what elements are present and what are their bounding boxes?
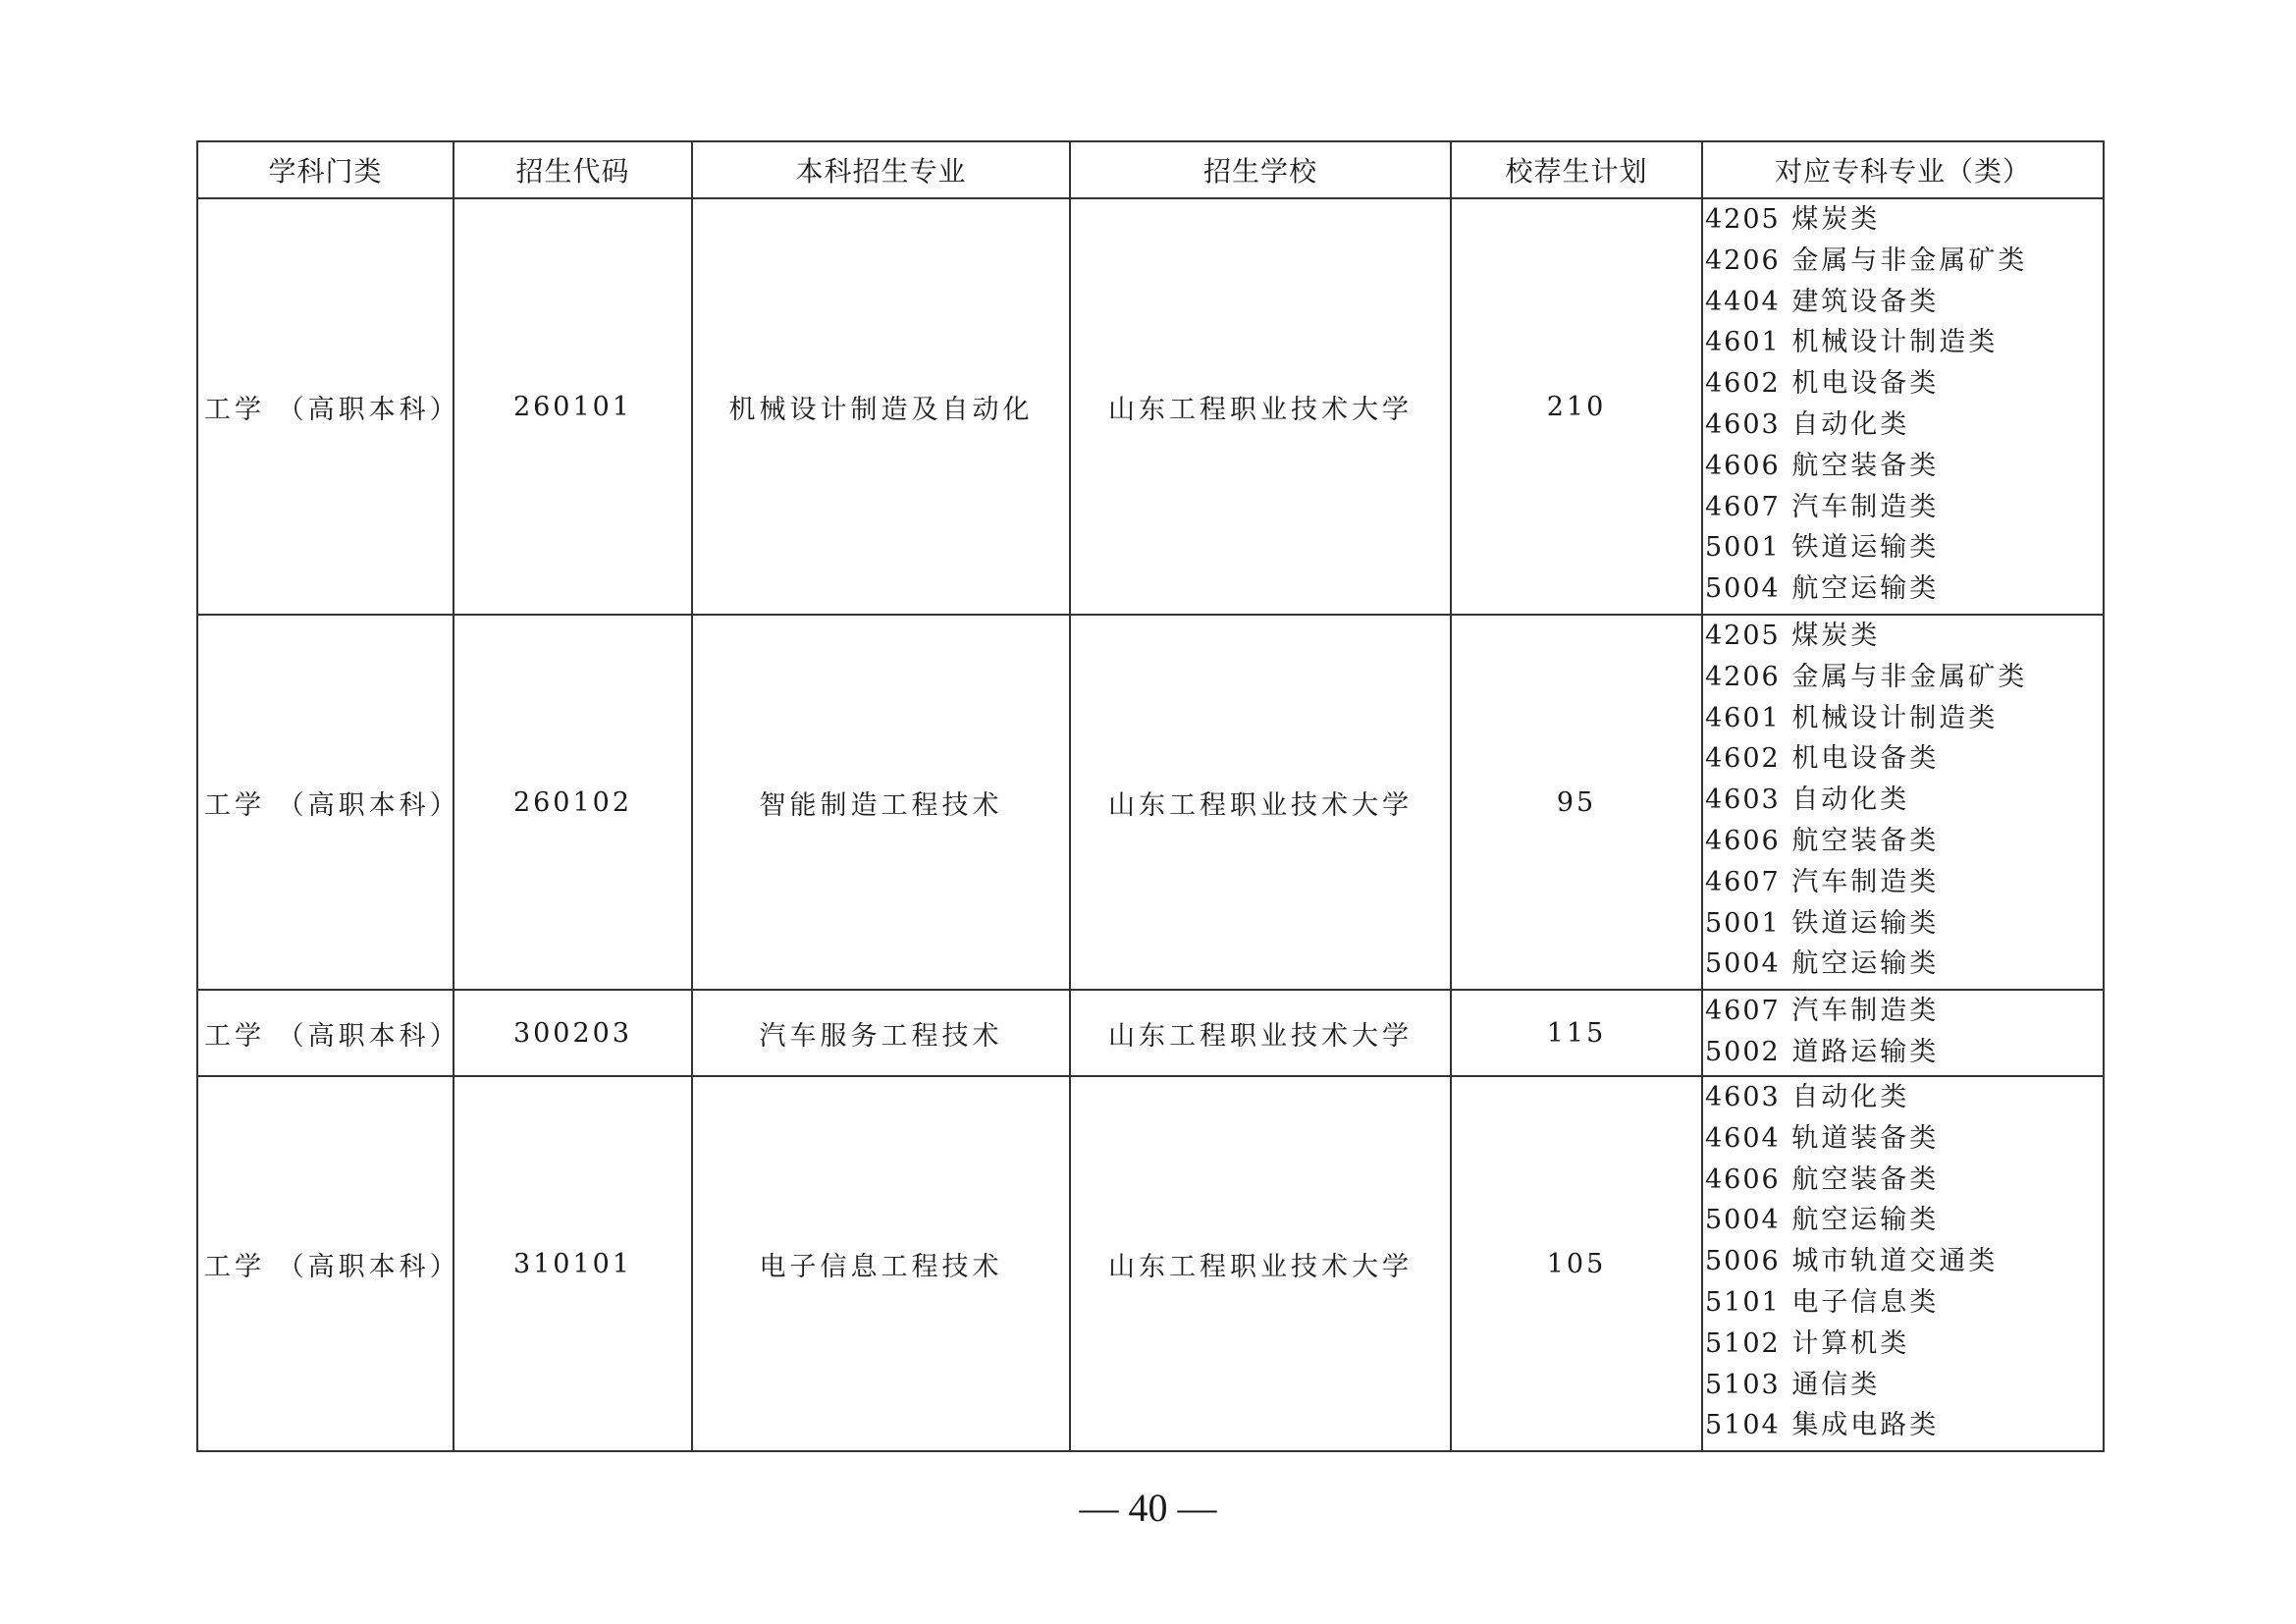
cell-major: 机械设计制造及自动化 — [692, 198, 1070, 615]
cell-major: 电子信息工程技术 — [692, 1076, 1070, 1451]
cell-code: 310101 — [454, 1076, 692, 1451]
cell-school: 山东工程职业技术大学 — [1070, 990, 1451, 1076]
cell-major: 智能制造工程技术 — [692, 615, 1070, 990]
header-related-majors: 对应专科专业（类） — [1702, 141, 2104, 198]
related-major-item: 4601 机械设计制造类 — [1705, 327, 1999, 358]
related-major-item: 4607 汽车制造类 — [1705, 866, 1940, 897]
table-row — [197, 198, 2104, 615]
related-major-item: 4601 机械设计制造类 — [1705, 702, 1999, 733]
cell-related-majors — [1702, 990, 2104, 1076]
cell-plan: 210 — [1451, 198, 1702, 615]
cell-category: 工学 （高职本科） — [197, 1076, 454, 1451]
related-major-item: 4607 汽车制造类 — [1705, 996, 1940, 1026]
related-major-item: 4603 自动化类 — [1705, 785, 1910, 816]
cell-category: 工学 （高职本科） — [197, 615, 454, 990]
table-row — [197, 990, 2104, 1076]
related-major-item: 4205 煤炭类 — [1705, 621, 1881, 651]
related-major-item: 5002 道路运输类 — [1705, 1036, 1940, 1067]
cell-code: 260101 — [454, 198, 692, 615]
related-major-item: 5001 铁道运输类 — [1705, 907, 1940, 939]
cell-code: 300203 — [454, 990, 692, 1076]
related-major-item: 4602 机电设备类 — [1705, 743, 1940, 775]
related-major-item: 4606 航空装备类 — [1705, 825, 1940, 856]
cell-plan: 95 — [1451, 615, 1702, 990]
cell-school: 山东工程职业技术大学 — [1070, 198, 1451, 615]
related-major-item: 5004 航空运输类 — [1705, 1205, 1940, 1236]
cell-plan: 115 — [1451, 990, 1702, 1076]
related-major-item: 4604 轨道装备类 — [1705, 1122, 1940, 1154]
related-major-item: 4205 煤炭类 — [1705, 204, 1881, 235]
related-major-item: 5102 计算机类 — [1705, 1327, 1910, 1359]
cell-category: 工学 （高职本科） — [197, 990, 454, 1076]
table-row — [197, 1076, 2104, 1451]
related-major-item: 5004 航空运输类 — [1705, 948, 1940, 980]
cell-related-majors — [1702, 1076, 2104, 1451]
related-major-item: 4206 金属与非金属矿类 — [1705, 661, 2028, 692]
related-major-item: 4606 航空装备类 — [1705, 450, 1940, 481]
enrollment-table — [196, 140, 2105, 1452]
related-major-item: 5104 集成电路类 — [1705, 1410, 1940, 1441]
related-major-item: 4606 航空装备类 — [1705, 1164, 1940, 1195]
cell-plan: 105 — [1451, 1076, 1702, 1451]
header-major: 本科招生专业 — [692, 141, 1070, 198]
cell-code: 260102 — [454, 615, 692, 990]
related-major-item: 5103 通信类 — [1705, 1369, 1881, 1400]
page-number: — 40 — — [1079, 1486, 1217, 1530]
cell-school: 山东工程职业技术大学 — [1070, 615, 1451, 990]
cell-related-majors — [1702, 198, 2104, 615]
cell-related-majors — [1702, 615, 2104, 990]
related-major-item: 4404 建筑设备类 — [1705, 286, 1940, 317]
header-plan: 校荐生计划 — [1451, 141, 1702, 198]
related-major-item: 4603 自动化类 — [1705, 1082, 1910, 1112]
related-major-item: 4607 汽车制造类 — [1705, 491, 1940, 522]
cell-category: 工学 （高职本科） — [197, 198, 454, 615]
header-category: 学科门类 — [197, 141, 454, 198]
header-code: 招生代码 — [454, 141, 692, 198]
related-major-item: 4602 机电设备类 — [1705, 368, 1940, 400]
header-school: 招生学校 — [1070, 141, 1451, 198]
related-major-item: 5001 铁道运输类 — [1705, 532, 1940, 564]
cell-school: 山东工程职业技术大学 — [1070, 1076, 1451, 1451]
related-major-item: 5101 电子信息类 — [1705, 1286, 1940, 1318]
related-major-item: 4603 自动化类 — [1705, 408, 1910, 440]
related-major-item: 5006 城市轨道交通类 — [1705, 1246, 1999, 1277]
related-major-item: 4206 金属与非金属矿类 — [1705, 244, 2028, 276]
cell-major: 汽车服务工程技术 — [692, 990, 1070, 1076]
table-header-row — [197, 141, 2104, 198]
related-major-item: 5004 航空运输类 — [1705, 573, 1940, 605]
table-row — [197, 615, 2104, 990]
